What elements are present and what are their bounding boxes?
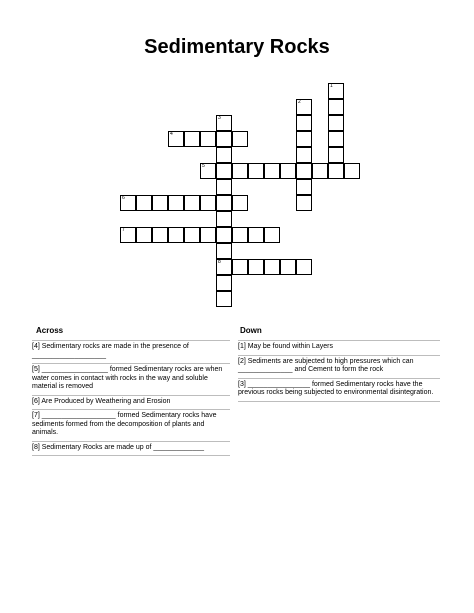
across-clue-5: [5] _________________ formed Sedimentary rocks are when water comes in contact with rocks in the way and soluble material is removed — [32, 364, 230, 396]
crossword-cell[interactable] — [296, 131, 312, 147]
down-clue-1: [1] May be found within Layers — [238, 340, 440, 356]
crossword-cell[interactable] — [200, 195, 216, 211]
crossword-cell[interactable] — [296, 259, 312, 275]
crossword-cell[interactable] — [248, 227, 264, 243]
crossword-cell[interactable] — [344, 163, 360, 179]
crossword-cell[interactable] — [328, 131, 344, 147]
crossword-cell[interactable] — [296, 147, 312, 163]
crossword-cell[interactable] — [184, 131, 200, 147]
crossword-cell[interactable] — [216, 211, 232, 227]
down-clue-2: [2] Sediments are subjected to high pressures which can ______________ and Cement to form the rock — [238, 356, 440, 379]
crossword-cell[interactable] — [328, 163, 344, 179]
down-clue-list — [238, 340, 440, 402]
crossword-cell[interactable] — [216, 291, 232, 307]
crossword-cell[interactable] — [168, 227, 184, 243]
crossword-cell[interactable] — [296, 163, 312, 179]
crossword-cell[interactable] — [232, 131, 248, 147]
crossword-cell[interactable] — [200, 131, 216, 147]
crossword-cell[interactable] — [168, 131, 184, 147]
crossword-cell[interactable] — [216, 115, 232, 131]
crossword-cell[interactable] — [264, 227, 280, 243]
crossword-cell[interactable] — [328, 147, 344, 163]
crossword-cell[interactable] — [264, 163, 280, 179]
crossword-cell[interactable] — [248, 163, 264, 179]
across-clue-7: [7] ___________________ formed Sedimentary rocks have sediments formed from the decomposition of plants and animals. — [32, 410, 230, 442]
crossword-cell[interactable] — [120, 195, 136, 211]
crossword-cell[interactable] — [200, 163, 216, 179]
crossword-cell[interactable] — [232, 259, 248, 275]
page-title: Sedimentary Rocks — [144, 36, 330, 58]
crossword-cell[interactable] — [216, 227, 232, 243]
crossword-cell[interactable] — [168, 195, 184, 211]
crossword-cell[interactable] — [328, 83, 344, 99]
crossword-cell[interactable] — [200, 227, 216, 243]
crossword-cell[interactable] — [232, 195, 248, 211]
crossword-cell[interactable] — [184, 195, 200, 211]
clue-number: 4 — [170, 131, 173, 137]
crossword-cell[interactable] — [152, 195, 168, 211]
crossword-cell[interactable] — [216, 259, 232, 275]
across-clue-list — [32, 340, 230, 456]
down-heading: Down — [240, 326, 262, 335]
crossword-cell[interactable] — [216, 243, 232, 259]
clue-number: 8 — [218, 259, 221, 265]
crossword-cell[interactable] — [216, 179, 232, 195]
crossword-cell[interactable] — [248, 259, 264, 275]
crossword-cell[interactable] — [312, 163, 328, 179]
clue-number: 1 — [330, 83, 333, 89]
crossword-cell[interactable] — [280, 259, 296, 275]
clue-number: 2 — [298, 99, 301, 105]
crossword-cell[interactable] — [216, 147, 232, 163]
clue-number: 3 — [218, 115, 221, 121]
crossword-cell[interactable] — [216, 195, 232, 211]
crossword-cell[interactable] — [136, 195, 152, 211]
crossword-cell[interactable] — [216, 275, 232, 291]
crossword-cell[interactable] — [296, 195, 312, 211]
clue-number: 7 — [122, 227, 125, 233]
clue-number: 6 — [122, 195, 125, 201]
crossword-cell[interactable] — [264, 259, 280, 275]
crossword-cell[interactable] — [328, 115, 344, 131]
crossword-cell[interactable] — [120, 227, 136, 243]
crossword-cell[interactable] — [136, 227, 152, 243]
crossword-cell[interactable] — [232, 163, 248, 179]
crossword-cell[interactable] — [328, 99, 344, 115]
across-clue-8: [8] Sedimentary Rocks are made up of _____________ — [32, 442, 230, 457]
crossword-cell[interactable] — [152, 227, 168, 243]
crossword-cell[interactable] — [280, 163, 296, 179]
crossword-cell[interactable] — [184, 227, 200, 243]
down-clue-3: [3] ________________ formed Sedimentary rocks have the previous rocks being subjected to environmental disintegration. — [238, 379, 440, 402]
crossword-cell[interactable] — [296, 115, 312, 131]
crossword-cell[interactable] — [296, 99, 312, 115]
crossword-cell[interactable] — [216, 131, 232, 147]
across-clue-6: [6] Are Produced by Weathering and Erosion — [32, 396, 230, 411]
crossword-cell[interactable] — [216, 163, 232, 179]
across-clue-4: [4] Sedimentary rocks are made in the presence of ___________________ — [32, 340, 230, 364]
across-heading: Across — [36, 326, 64, 335]
crossword-cell[interactable] — [296, 179, 312, 195]
clue-number: 5 — [202, 163, 205, 169]
crossword-cell[interactable] — [232, 227, 248, 243]
